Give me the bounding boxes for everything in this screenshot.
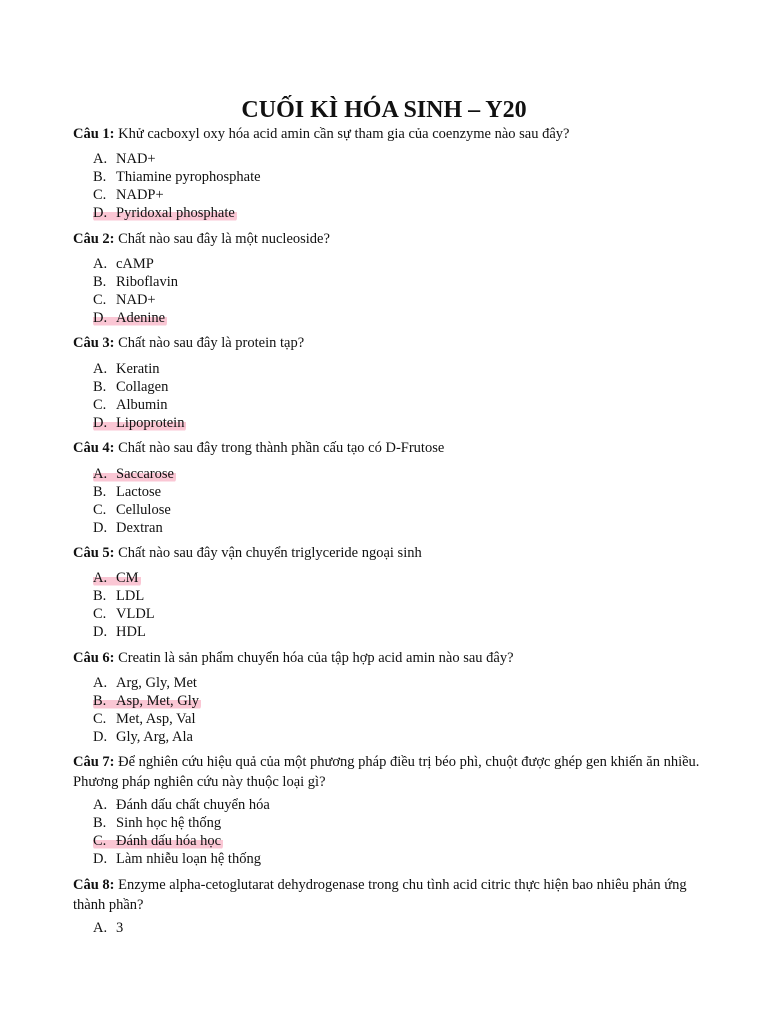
option-5b [93,587,144,605]
option-text: LDL [116,588,145,604]
option-7c-highlighted [93,832,223,850]
option-text: CM [116,570,139,586]
option-4c [93,501,171,519]
option-text: Gly, Arg, Ala [116,729,193,745]
option-text: Collagen [116,379,169,395]
option-letter: A. [93,466,108,482]
option-letter: D. [93,851,108,867]
option-3d-highlighted [93,414,186,432]
option-letter: B. [93,169,107,185]
question-text: Chất nào sau đây là một nucleoside? [118,231,330,247]
option-2d-highlighted [93,309,167,327]
question-1 [73,124,713,144]
document-title: CUỐI KÌ HÓA SINH – Y20 [241,97,527,123]
option-2a [93,255,154,273]
option-text: Keratin [116,361,160,377]
option-text: Riboflavin [116,274,179,290]
option-1c [93,186,164,204]
option-text: cAMP [116,256,154,272]
option-letter: A. [93,570,108,586]
option-1b [93,168,261,186]
option-text: NADP+ [116,187,164,203]
option-2b [93,273,178,291]
question-text: Để nghiên cứu hiệu quả của một phương pháp điều trị béo phì, chuột được ghép gen khiến ăn nhiều. Phương pháp nghiên cứu này thuộc loại gì? [73,754,700,790]
option-text: Adenine [116,310,166,326]
question-label: Câu 5: [73,545,115,561]
question-label: Câu 2: [73,231,115,247]
option-text: Arg, Gly, Met [116,675,197,691]
option-letter: B. [93,693,107,709]
option-text: Saccarose [116,466,174,482]
option-text: Met, Asp, Val [116,711,196,727]
option-letter: C. [93,502,107,518]
option-text: Đánh dấu hóa học [116,833,222,849]
option-letter: B. [93,274,107,290]
question-text: Khử cacboxyl oxy hóa acid amin cần sự tham gia của coenzyme nào sau đây? [118,126,570,142]
option-text: HDL [116,624,146,640]
question-text: Chất nào sau đây trong thành phần cấu tạo có D-Frutose [118,440,445,456]
question-label: Câu 8: [73,877,115,893]
option-7a [93,796,270,814]
question-label: Câu 4: [73,440,115,456]
option-letter: B. [93,379,107,395]
option-letter: B. [93,588,107,604]
option-4d [93,519,163,537]
option-3b [93,378,168,396]
option-letter: D. [93,624,108,640]
question-label: Câu 6: [73,650,115,666]
option-text: Làm nhiễu loạn hệ thống [116,851,261,867]
question-3 [73,333,713,353]
option-4a-highlighted [93,465,176,483]
option-letter: A. [93,797,108,813]
option-6a [93,674,197,692]
option-text: NAD+ [116,151,156,167]
option-letter: B. [93,815,107,831]
option-letter: D. [93,310,108,326]
option-text: Cellulose [116,502,171,518]
question-7 [73,752,713,792]
option-7d [93,850,261,868]
option-1a [93,150,156,168]
option-text: Albumin [116,397,168,413]
option-letter: A. [93,920,108,936]
option-text: VLDL [116,606,155,622]
option-text: 3 [116,920,124,936]
option-6b-highlighted [93,692,201,710]
option-text: Lactose [116,484,162,500]
option-letter: C. [93,711,107,727]
question-text: Enzyme alpha-cetoglutarat dehydrogenase trong chu tình acid citric thực hiện bao nhiêu phản ứng thành phần? [73,877,687,913]
option-letter: D. [93,415,108,431]
option-5d [93,623,146,641]
question-2 [73,229,713,249]
option-1d-highlighted [93,204,237,222]
question-text: Chất nào sau đây vận chuyển triglyceride ngoại sinh [118,545,422,561]
option-text: NAD+ [116,292,156,308]
option-letter: A. [93,256,108,272]
question-5 [73,543,713,563]
option-text: Dextran [116,520,163,536]
option-letter: C. [93,606,107,622]
option-8a [93,919,123,937]
option-2c [93,291,156,309]
option-text: Pyridoxal phosphate [116,205,235,221]
option-letter: A. [93,361,108,377]
option-letter: D. [93,729,108,745]
option-letter: C. [93,187,107,203]
question-label: Câu 7: [73,754,115,770]
option-letter: D. [93,205,108,221]
question-label: Câu 1: [73,126,115,142]
option-5c [93,605,155,623]
option-letter: A. [93,675,108,691]
option-letter: D. [93,520,108,536]
question-4 [73,438,713,458]
question-8 [73,875,713,915]
question-6 [73,648,713,668]
option-6c [93,710,196,728]
option-letter: B. [93,484,107,500]
option-text: Sinh học hệ thống [116,815,222,831]
option-letter: C. [93,397,107,413]
option-5a-highlighted [93,569,141,587]
option-text: Đánh dấu chất chuyển hóa [116,797,270,813]
option-letter: C. [93,833,107,849]
option-text: Lipoprotein [116,415,185,431]
option-text: Thiamine pyrophosphate [116,169,261,185]
option-letter: C. [93,292,107,308]
question-label: Câu 3: [73,335,115,351]
question-text: Creatin là sản phẩm chuyển hóa của tập hợp acid amin nào sau đây? [118,650,514,666]
option-6d [93,728,193,746]
option-3c [93,396,168,414]
option-letter: A. [93,151,108,167]
option-text: Asp, Met, Gly [116,693,199,709]
question-text: Chất nào sau đây là protein tạp? [118,335,305,351]
option-7b [93,814,221,832]
option-4b [93,483,161,501]
option-3a [93,360,159,378]
